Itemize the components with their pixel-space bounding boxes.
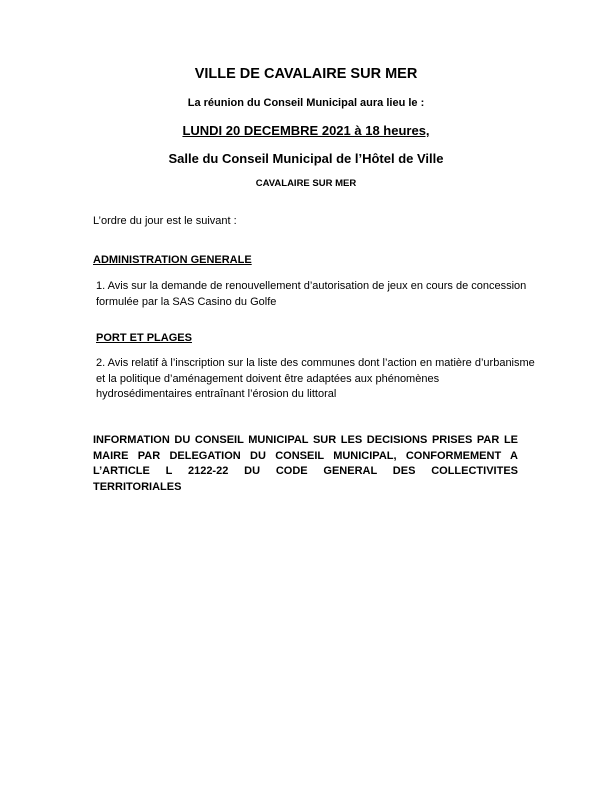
agenda-item-1: 1. Avis sur la demande de renouvellement d’autorisation de jeux en cours de concession formulée par la SAS Casino du Golfe: [96, 280, 527, 308]
agenda-item-2: 2. Avis relatif à l’inscription sur la liste des communes dont l’action en matière d’urbanisme et la politique d’aménagement doivent être adaptées aux phénomènes hydrosédimentaires entraînant l’érosion du littoral: [96, 357, 535, 400]
agenda-intro: L’ordre du jour est le suivant :: [93, 215, 237, 227]
section-heading-administration: ADMINISTRATION GENERALE: [93, 254, 252, 266]
meeting-intro: La réunion du Conseil Municipal aura lieu le :: [187, 97, 425, 109]
meeting-city: CAVALAIRE SUR MER: [255, 178, 357, 189]
meeting-venue: Salle du Conseil Municipal de l’Hôtel de Ville: [168, 151, 444, 166]
information-notice: INFORMATION DU CONSEIL MUNICIPAL SUR LES DECISIONS PRISES PAR LE MAIRE PAR DELEGATION DU CONSEIL MUNICIPAL, CONFORMEMENT A L’ARTICLE L 2122-22 DU CODE GENERAL DES COLLECTIVITES TERRITORIALES: [93, 434, 518, 493]
section-heading-port: PORT ET PLAGES: [96, 332, 192, 344]
page-title: VILLE DE CAVALAIRE SUR MER: [194, 66, 418, 82]
meeting-date: LUNDI 20 DECEMBRE 2021 à 18 heures,: [182, 123, 430, 138]
